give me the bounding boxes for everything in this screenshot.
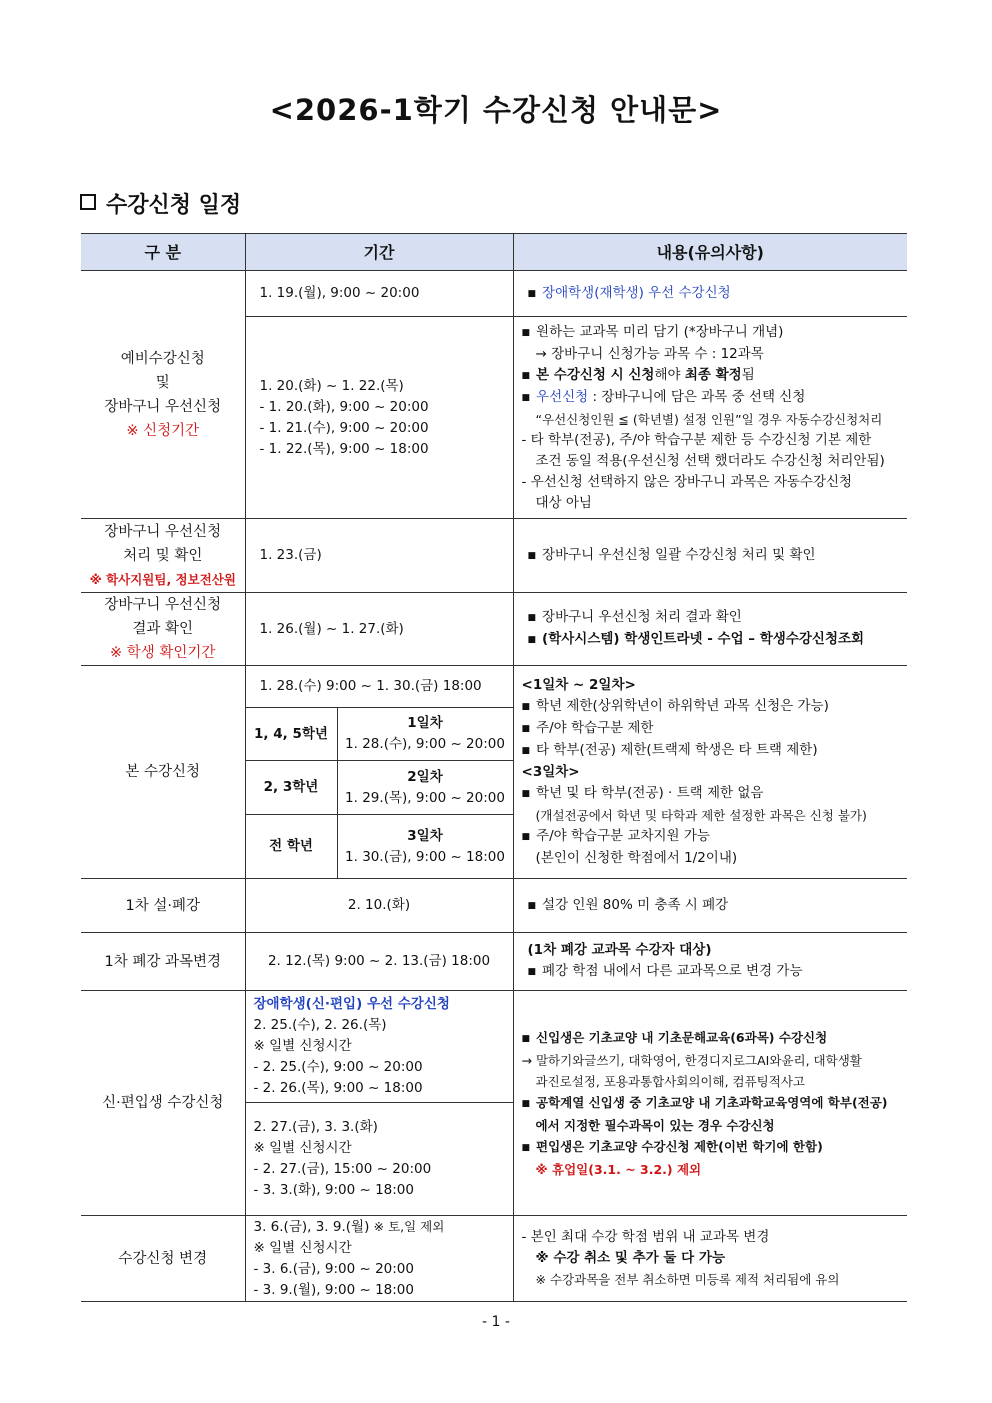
period-text: 1. 20.(화) ~ 1. 22.(목) [259, 377, 404, 394]
content-text: (학사시스템) 학생인트라넷 - 수업 – 학생수강신청조회 [542, 631, 865, 647]
content-cell: ■ 원하는 교과목 미리 담기 (*장바구니 개념) → 장바구니 신청가능 과목 수 : 12과목 ■ 본 수강신청 시 신청해야 최종 확정됨 ■ 우선신청 : 장바구니에 담은 과목 중 선택 신청 “우선신청인원 ≦ (학년별) 설정 인원”일 경우 자동수강신청처리 - 타 학부(전공), 주/야 학습구분 제한 등 수강신청 기본 제한 조건 동일 적용(우선신청 선택 했더라도 수강신청 처리안됨) - 우선신청 선택하지 않은 장바구니 과목은 자동수강신청 대상 아님 [513, 317, 907, 519]
category-cell [81, 593, 245, 666]
table-row [81, 991, 907, 1103]
content-heading: <3일차> [521, 764, 580, 780]
content-text: 타 학부(전공) 제한(트랙제 학생은 타 트랙 제한) [536, 742, 818, 758]
period-cell: 1. 26.(월) ~ 1. 27.(화) [245, 593, 513, 666]
content-text: “우선신청인원 ≦ (학년별) 설정 인원”일 경우 자동수강신청처리 [535, 411, 883, 427]
category-text: 및 [155, 374, 170, 391]
content-text: : 장바구니에 담은 과목 중 선택 신청 [588, 388, 806, 405]
content-text: → 장바구니 신청가능 과목 수 : 12과목 [535, 345, 764, 362]
day-time: 1. 30.(금), 9:00 ~ 18:00 [345, 848, 505, 865]
content-text: → 말하기와글쓰기, 대학영어, 한경디지로그AI와윤리, 대학생활 [521, 1052, 862, 1068]
content-text: 조건 동일 적용(우선신청 선택 했더라도 수강신청 처리안됨) [535, 452, 885, 469]
content-text: ※ 수강 취소 및 추가 둘 다 가능 [535, 1250, 725, 1266]
table-row [81, 933, 907, 991]
period-cell: 1. 28.(수) 9:00 ~ 1. 30.(금) 18:00 [245, 666, 513, 708]
content-text: 주/야 학습구분 제한 [536, 720, 654, 736]
period-text: - 3. 6.(금), 9:00 ~ 20:00 [253, 1261, 414, 1277]
category-cell: 1차 폐강 과목변경 [81, 933, 245, 991]
day-time: 1. 28.(수), 9:00 ~ 20:00 [345, 736, 505, 752]
table-row [81, 271, 907, 317]
content-text: 원하는 교과목 미리 담기 (*장바구니 개념) [536, 323, 784, 340]
content-text: 에서 지정한 필수과목이 있는 경우 수강신청 [535, 1117, 775, 1133]
day-label: 2일차 [407, 768, 443, 785]
content-text: 공학계열 신입생 중 기초교양 내 기초과학교육영역에 학부(전공) [536, 1094, 888, 1110]
category-text: 예비수강신청 [120, 350, 205, 367]
content-text: ※ 수강과목을 전부 취소하면 미등록 제적 처리됨에 유의 [535, 1272, 840, 1287]
category-cell: 1차 설·폐강 [81, 879, 245, 933]
section-title [80, 188, 241, 219]
content-text: 설강 인원 80% 미 충족 시 폐강 [542, 896, 729, 913]
period-text: - 1. 22.(목), 9:00 ~ 18:00 [259, 440, 429, 457]
period-text: 2. 25.(수), 2. 26.(목) [253, 1017, 387, 1033]
header-period: 기간 [245, 234, 513, 271]
category-text: 장바구니 우선신청 [104, 398, 222, 415]
content-text: - 타 학부(전공), 주/야 학습구분 제한 등 수강신청 기본 제한 [521, 431, 872, 448]
table-header-row [81, 234, 907, 271]
content-text: 폐강 학점 내에서 다른 교과목으로 변경 가능 [542, 963, 803, 979]
content-cell: ■ 설강 인원 80% 미 충족 시 폐강 [513, 879, 907, 933]
category-note: ※ 학사지원팀, 정보전산원 [89, 571, 236, 587]
content-cell: <1일차 ~ 2일차> ■ 학년 제한(상위학년이 하위학년 과목 신청은 가능) ■ 주/야 학습구분 제한 ■ 타 학부(전공) 제한(트랙제 학생은 타 트랙 제한) <3일차> ■ 학년 및 타 학부(전공) · 트랙 제한 없음 (개설전공에서 학년 및 타학과 제한 설정한 과목은 신청 불가) ■ 주/야 학습구분 교차지원 가능 (본인이 신청한 학점에서 1/2이내) [513, 666, 907, 879]
day-cell [337, 708, 513, 761]
period-text: - 2. 26.(목), 9:00 ~ 18:00 [253, 1080, 423, 1096]
content-cell: ■ 장애학생(재학생) 우선 수강신청 [513, 271, 907, 317]
grade-cell: 전 학년 [245, 815, 337, 879]
content-text: 학년 및 타 학부(전공) · 트랙 제한 없음 [536, 785, 764, 801]
day-time: 1. 29.(목), 9:00 ~ 20:00 [345, 789, 505, 806]
grade-cell: 2, 3학년 [245, 761, 337, 815]
period-text: - 1. 20.(화), 9:00 ~ 20:00 [259, 398, 429, 415]
content-text: ※ 휴업일(3.1. ~ 3.2.) 제외 [535, 1161, 702, 1177]
content-text: (본인이 신청한 학점에서 1/2이내) [535, 850, 738, 866]
category-note: ※ 학생 확인기간 [110, 645, 216, 661]
content-text: 우선신청 [536, 388, 589, 405]
content-text: 본 수강신청 시 신청 [536, 366, 655, 383]
period-text: 장애학생(신·편입) 우선 수강신청 [253, 996, 450, 1012]
content-text: - 본인 최대 수강 학점 범위 내 교과목 변경 [521, 1229, 770, 1245]
period-cell [245, 991, 513, 1103]
period-text: - 2. 27.(금), 15:00 ~ 20:00 [253, 1161, 432, 1177]
content-text: 됨 [741, 366, 755, 383]
schedule-table [81, 233, 907, 1302]
header-content: 내용(유의사항) [513, 234, 907, 271]
content-text: (1차 폐강 교과목 수강자 대상) [527, 942, 712, 958]
day-cell [337, 761, 513, 815]
content-text: 최종 확정 [684, 366, 742, 383]
period-cell: 2. 10.(화) [245, 879, 513, 933]
category-cell: 신·편입생 수강신청 [81, 991, 245, 1216]
content-text: 편입생은 기초교양 수강신청 제한(이번 학기에 한함) [536, 1138, 823, 1154]
content-text: (개설전공에서 학년 및 타학과 제한 설정한 과목은 신청 불가) [535, 808, 867, 823]
day-label: 3일차 [407, 827, 443, 844]
content-text: 주/야 학습구분 교차지원 가능 [536, 828, 710, 844]
category-note: ※ 신청기간 [126, 422, 200, 439]
content-text: 학년 제한(상위학년이 하위학년 과목 신청은 가능) [536, 698, 829, 714]
category-cell: 수강신청 변경 [81, 1216, 245, 1302]
content-cell: (1차 폐강 교과목 수강자 대상) ■ 폐강 학점 내에서 다른 교과목으로 변경 가능 [513, 933, 907, 991]
table-row [81, 666, 907, 708]
period-text: - 3. 9.(월), 9:00 ~ 18:00 [253, 1282, 414, 1298]
content-cell [513, 1216, 907, 1302]
period-cell: 2. 12.(목) 9:00 ~ 2. 13.(금) 18:00 [245, 933, 513, 991]
content-text: 대상 아님 [535, 494, 592, 511]
period-text: - 3. 3.(화), 9:00 ~ 18:00 [253, 1182, 414, 1198]
period-cell [245, 1216, 513, 1302]
day-cell [337, 815, 513, 879]
content-text: 과진로설정, 포용과통합사회의이해, 컴퓨팅적사고 [535, 1073, 805, 1089]
grade-cell: 1, 4, 5학년 [245, 708, 337, 761]
category-cell: 본 수강신청 [81, 666, 245, 879]
period-cell: 1. 23.(금) [245, 519, 513, 593]
category-text: 결과 확인 [132, 621, 194, 637]
period-cell [245, 1103, 513, 1216]
period-text: 3. 6.(금), 3. 9.(월) [253, 1219, 370, 1235]
content-text: 장바구니 우선신청 처리 결과 확인 [542, 609, 742, 625]
content-cell: ■ 장바구니 우선신청 처리 결과 확인 ■ (학사시스템) 학생인트라넷 - 수업 – 학생수강신청조회 [513, 593, 907, 666]
table-row [81, 879, 907, 933]
page-title: <2026-1학기 수강신청 안내문> [269, 93, 723, 127]
day-label: 1일차 [407, 715, 443, 731]
period-text: ※ 일별 신청시간 [253, 1240, 352, 1256]
period-text: 2. 27.(금), 3. 3.(화) [253, 1119, 378, 1135]
table-row [81, 593, 907, 666]
content-text: 신입생은 기초교양 내 기초문해교육(6과목) 수강신청 [536, 1029, 828, 1045]
content-text: - 우선신청 선택하지 않은 장바구니 과목은 자동수강신청 [521, 473, 853, 490]
category-text: 장바구니 우선신청 [104, 597, 222, 613]
period-cell [245, 317, 513, 519]
header-category: 구 분 [81, 234, 245, 271]
period-text: ※ 일별 신청시간 [253, 1140, 352, 1156]
content-text: 장바구니 우선신청 일괄 수강신청 처리 및 확인 [542, 546, 816, 563]
page-number: - 1 - [482, 1314, 510, 1330]
period-text: ※ 일별 신청시간 [253, 1038, 352, 1054]
period-cell: 1. 19.(월), 9:00 ~ 20:00 [245, 271, 513, 317]
table-row [81, 519, 907, 593]
content-text: 장애학생(재학생) 우선 수강신청 [542, 284, 731, 301]
period-text: - 1. 21.(수), 9:00 ~ 20:00 [259, 419, 429, 436]
category-cell [81, 519, 245, 593]
category-text: 처리 및 확인 [123, 547, 203, 564]
table-row [81, 1216, 907, 1302]
category-text: 장바구니 우선신청 [104, 523, 222, 540]
section-title-text: 수강신청 일정 [106, 193, 242, 218]
content-heading: <1일차 ~ 2일차> [521, 677, 636, 693]
period-note: ※ 토,일 제외 [373, 1219, 445, 1234]
content-cell: ■ 신입생은 기초교양 내 기초문해교육(6과목) 수강신청 → 말하기와글쓰기, 대학영어, 한경디지로그AI와윤리, 대학생활 과진로설정, 포용과통합사회의이해, 컴퓨팅적사고 ■ 공학계열 신입생 중 기초교양 내 기초과학교육영역에 학부(전공) 에서 지정한 필수과목이 있는 경우 수강신청 ■ 편입생은 기초교양 수강신청 제한(이번 학기에 한함) ※ 휴업일(3.1. ~ 3.2.) 제외 [513, 991, 907, 1216]
period-text: - 2. 25.(수), 9:00 ~ 20:00 [253, 1059, 423, 1075]
checkbox-square-icon [80, 194, 96, 210]
category-cell [81, 271, 245, 519]
content-text: 해야 [654, 366, 685, 383]
content-cell: ■ 장바구니 우선신청 일괄 수강신청 처리 및 확인 [513, 519, 907, 593]
